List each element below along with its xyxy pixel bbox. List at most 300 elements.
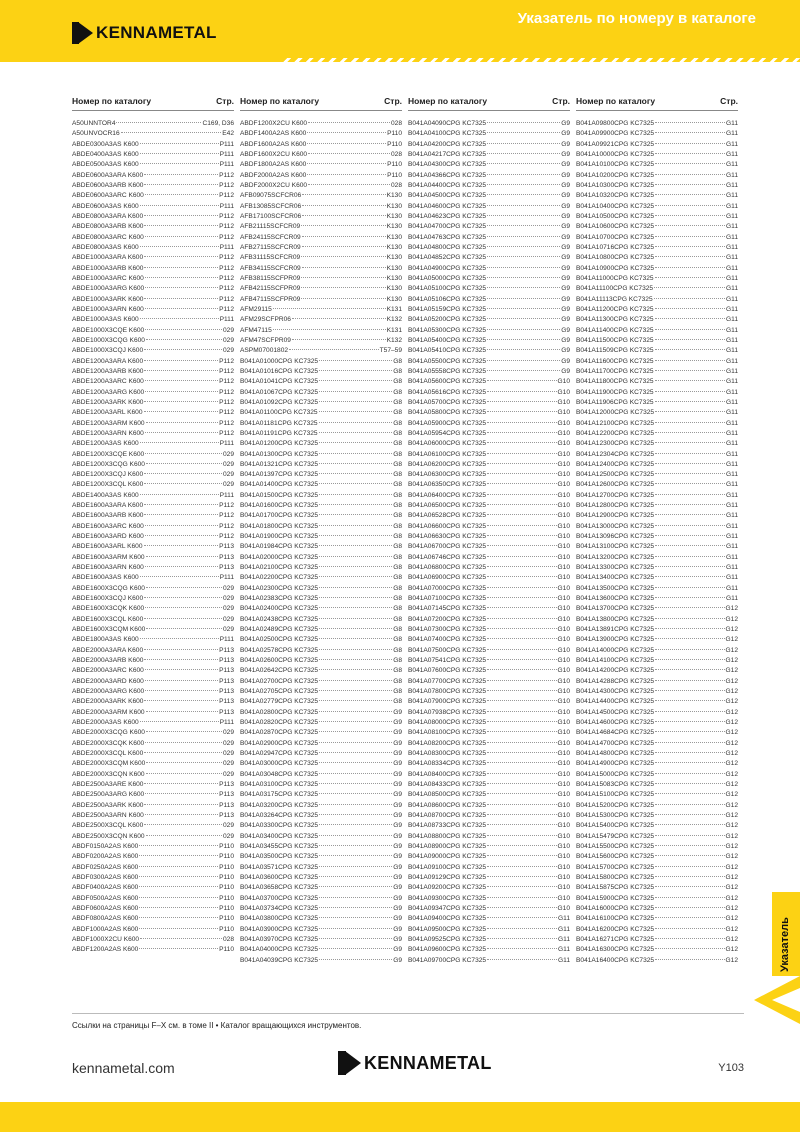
page-reference: E42 (222, 130, 234, 138)
index-row (408, 873, 570, 883)
index-row (72, 780, 234, 790)
dot-leader (146, 339, 222, 340)
catalog-number: B041A02489CPG KC7325 (240, 626, 319, 634)
catalog-number: ABDE1600A3ARB K600 (72, 512, 144, 520)
dot-leader (487, 463, 556, 464)
index-row (240, 873, 402, 883)
index-row (240, 377, 402, 387)
page-reference: G9 (561, 305, 570, 313)
dot-leader (319, 793, 392, 794)
catalog-number: B041A02642CPG KC7325 (240, 667, 319, 675)
dot-leader (655, 205, 725, 206)
header-stripe-pattern (280, 58, 800, 62)
dot-leader (487, 391, 556, 392)
page-reference: G8 (393, 605, 402, 613)
page-reference: P113 (219, 657, 234, 665)
section-side-tab[interactable] (772, 892, 800, 976)
page-reference: G9 (393, 873, 402, 881)
catalog-number: AFB47115SCFPR09 (240, 295, 301, 303)
page-reference: G10 (557, 636, 570, 644)
catalog-number: B041A01016CPG KC7325 (240, 367, 319, 375)
dot-leader (301, 287, 385, 288)
page-reference: G9 (561, 202, 570, 210)
catalog-number: ABDE1000X3CQJ K600 (72, 347, 144, 355)
dot-leader (307, 163, 386, 164)
page-reference: G10 (557, 884, 570, 892)
catalog-number: B041A08334CPG KC7325 (408, 760, 487, 768)
index-row (408, 584, 570, 594)
dot-leader (144, 659, 218, 660)
page-reference: G10 (557, 595, 570, 603)
page-reference: P112 (219, 171, 234, 179)
index-row (72, 821, 234, 831)
page-reference: G9 (393, 904, 402, 912)
index-row (240, 749, 402, 759)
page-reference: G9 (393, 853, 402, 861)
index-row (72, 945, 234, 955)
dot-leader (139, 855, 218, 856)
page-reference: P110 (219, 894, 234, 902)
index-row (408, 212, 570, 222)
catalog-number: B041A02600CPG KC7325 (240, 657, 319, 665)
catalog-number: B041A15600CPG KC7325 (576, 853, 655, 861)
dot-leader (655, 814, 724, 815)
index-row (240, 945, 402, 955)
index-row (240, 284, 402, 294)
index-row (408, 635, 570, 645)
page-reference: G10 (557, 811, 570, 819)
dot-leader (319, 566, 392, 567)
catalog-number: B041A04852CPG KC7325 (408, 254, 487, 262)
index-row (576, 171, 738, 181)
dot-leader (146, 773, 222, 774)
index-row (576, 677, 738, 687)
index-row (72, 480, 234, 490)
index-row (72, 790, 234, 800)
catalog-number: ABDE2000A3ARM K600 (72, 708, 145, 716)
index-row (72, 119, 234, 129)
catalog-number: B041A12700CPG KC7325 (576, 491, 655, 499)
index-row (576, 119, 738, 129)
catalog-number: B041A05616CPG KC7325 (408, 388, 487, 396)
page-reference: G8 (393, 595, 402, 603)
catalog-number: B041A06700CPG KC7325 (408, 543, 487, 551)
page-reference: G9 (561, 120, 570, 127)
page-reference: 029 (222, 605, 234, 613)
catalog-number: B041A14288CPG KC7325 (576, 677, 655, 685)
index-row (408, 739, 570, 749)
catalog-number: B041A12304CPG KC7325 (576, 450, 655, 458)
index-row (72, 604, 234, 614)
catalog-number: B041A13500CPG KC7325 (576, 584, 655, 592)
catalog-number: ABDF0500A2AS K600 (72, 894, 139, 902)
header-logo-text: KENNAMETAL (96, 23, 217, 42)
index-row (408, 470, 570, 480)
index-row (576, 656, 738, 666)
index-row (576, 150, 738, 160)
catalog-number: B041A13600CPG KC7325 (576, 595, 655, 603)
catalog-number: ABDF1800A2AS K600 (240, 161, 307, 169)
catalog-number: B041A06800CPG KC7325 (408, 564, 487, 572)
dot-leader (487, 153, 560, 154)
index-row (240, 708, 402, 718)
index-row (240, 863, 402, 873)
footer-url-link[interactable]: kennametal.com (72, 1060, 175, 1076)
index-row (408, 832, 570, 842)
catalog-number: ABDE2000A3ARK K600 (72, 698, 144, 706)
page-reference: G9 (561, 347, 570, 355)
page-reference: G12 (725, 801, 738, 809)
page-reference: 029 (222, 832, 234, 840)
catalog-number: B041A07200CPG KC7325 (408, 615, 487, 623)
index-row (408, 945, 570, 955)
dot-leader (308, 153, 390, 154)
dot-leader (487, 938, 557, 939)
index-row (72, 563, 234, 573)
catalog-number: ABDF1400A2AS K600 (240, 130, 307, 138)
catalog-number: B041A04900CPG KC7325 (408, 264, 487, 272)
dot-leader (319, 494, 392, 495)
index-row (576, 801, 738, 811)
page-reference: C169, D36 (202, 120, 234, 127)
index-row (240, 852, 402, 862)
catalog-number: ABDE0300A3AS K600 (72, 140, 139, 148)
dot-leader (145, 607, 222, 608)
index-row (240, 450, 402, 460)
page-reference: G11 (726, 336, 738, 344)
index-column (576, 96, 744, 1002)
page-reference: G12 (725, 884, 738, 892)
page-reference: G10 (557, 904, 570, 912)
dot-leader (655, 597, 725, 598)
catalog-number: ABDE1200X3CQJ K600 (72, 471, 144, 479)
column-header-part: Номер по каталогу (408, 96, 488, 106)
footer-logo-text: KENNAMETAL (364, 1052, 492, 1073)
index-row (72, 615, 234, 625)
catalog-number: B041A01500CPG KC7325 (240, 491, 319, 499)
index-row (72, 873, 234, 883)
dot-leader (487, 236, 560, 237)
page-reference: 029 (222, 481, 234, 489)
dot-leader (319, 804, 392, 805)
catalog-number: B041A11000CPG KC7325 (576, 274, 654, 282)
page-reference: G9 (561, 295, 570, 303)
index-row (408, 357, 570, 367)
dot-leader (487, 215, 560, 216)
index-row (576, 615, 738, 625)
index-row (408, 202, 570, 212)
catalog-number: ABDE2000X3CQM K600 (72, 760, 146, 768)
page-reference: 028 (390, 150, 402, 158)
dot-leader (655, 463, 725, 464)
index-row (240, 460, 402, 470)
catalog-number: AFB31115SCFCR09 (240, 254, 301, 262)
page-reference: G9 (393, 946, 402, 954)
catalog-number: B041A07400CPG KC7325 (408, 636, 487, 644)
catalog-number: B041A03900CPG KC7325 (240, 925, 319, 933)
dot-leader (319, 938, 392, 939)
dot-leader (655, 680, 724, 681)
page-reference: K130 (386, 223, 402, 231)
page-reference: P111 (219, 316, 234, 324)
index-row (576, 140, 738, 150)
dot-leader (655, 504, 725, 505)
catalog-number: B041A07500CPG KC7325 (408, 646, 487, 654)
page-reference: G10 (557, 491, 570, 499)
index-row (72, 687, 234, 697)
index-row (72, 749, 234, 759)
index-row (240, 501, 402, 511)
catalog-number: B041A02200CPG KC7325 (240, 574, 319, 582)
catalog-number: ABDE1200A3ARL K600 (72, 409, 143, 417)
dot-leader (140, 576, 219, 577)
catalog-number: B041A04300CPG KC7325 (408, 161, 487, 169)
page-reference: P113 (219, 564, 234, 572)
catalog-number: B041A02947CPG KC7325 (240, 750, 319, 758)
index-row (72, 542, 234, 552)
catalog-number: B041A03734CPG KC7325 (240, 904, 319, 912)
index-row (240, 253, 402, 263)
dot-leader (140, 721, 219, 722)
page-reference: G9 (393, 884, 402, 892)
index-row (408, 563, 570, 573)
dot-leader (487, 349, 560, 350)
dot-leader (302, 236, 386, 237)
dot-leader (308, 122, 390, 123)
catalog-number: ABDF0250A2AS K600 (72, 863, 139, 871)
dot-leader (487, 422, 556, 423)
catalog-number: B041A08900CPG KC7325 (408, 842, 487, 850)
page-reference: G9 (561, 326, 570, 334)
dot-leader (655, 959, 724, 960)
index-row (576, 759, 738, 769)
page-reference: G12 (725, 739, 738, 747)
page-reference: G8 (393, 688, 402, 696)
dot-leader (655, 132, 725, 133)
page-reference: G10 (557, 729, 570, 737)
index-row (576, 470, 738, 480)
dot-leader (139, 948, 218, 949)
column-rows (240, 119, 402, 966)
page-reference: P110 (387, 140, 402, 148)
dot-leader (145, 793, 218, 794)
dot-leader (319, 535, 392, 536)
page-reference: 029 (222, 760, 234, 768)
page-reference: G12 (725, 863, 738, 871)
dot-leader (487, 163, 560, 164)
page-reference: P113 (219, 553, 234, 561)
page-reference: G8 (393, 626, 402, 634)
page-reference: P111 (219, 719, 234, 727)
index-row (576, 233, 738, 243)
catalog-number: B041A13300CPG KC7325 (576, 564, 655, 572)
page-reference: G10 (557, 646, 570, 654)
index-row (576, 212, 738, 222)
index-row (72, 511, 234, 521)
index-row (408, 625, 570, 635)
index-row (240, 677, 402, 687)
page-reference: G8 (393, 667, 402, 675)
page-reference: P110 (219, 946, 234, 954)
catalog-number: AFB38115SCFPR09 (240, 274, 301, 282)
page-reference: G11 (726, 450, 738, 458)
index-row (240, 697, 402, 707)
index-row (408, 336, 570, 346)
dot-leader (487, 628, 556, 629)
index-row (576, 852, 738, 862)
dot-leader (487, 866, 556, 867)
dot-leader (144, 174, 218, 175)
page-reference: K130 (386, 202, 402, 210)
column-header (576, 96, 738, 111)
dot-leader (319, 391, 392, 392)
page-reference: G8 (393, 460, 402, 468)
catalog-number: B041A05106CPG KC7325 (408, 295, 487, 303)
page-reference: P110 (387, 130, 402, 138)
index-row (72, 367, 234, 377)
dot-leader (655, 938, 724, 939)
catalog-number: B041A03500CPG KC7325 (240, 853, 319, 861)
page-reference: G10 (557, 822, 570, 830)
index-row (72, 264, 234, 274)
index-row (240, 160, 402, 170)
catalog-number: ABDE1000X3CQE K600 (72, 326, 145, 334)
dot-leader (144, 256, 218, 257)
index-row (72, 635, 234, 645)
catalog-number: ABDE1000A3ARC K600 (72, 274, 144, 282)
catalog-number: B041A14700CPG KC7325 (576, 739, 655, 747)
catalog-number: B041A05300CPG KC7325 (408, 326, 487, 334)
page-reference: G11 (726, 533, 738, 541)
dot-leader (144, 483, 222, 484)
index-row (576, 511, 738, 521)
page-reference: 028 (390, 120, 402, 127)
page-reference: G12 (725, 832, 738, 840)
catalog-number: B041A10800CPG KC7325 (576, 254, 655, 262)
dot-leader (655, 153, 725, 154)
catalog-number: B041A01067CPG KC7325 (240, 388, 319, 396)
page-reference: G10 (557, 388, 570, 396)
catalog-number: B041A04090CPG KC7325 (408, 120, 487, 127)
page-reference: G11 (726, 316, 738, 324)
index-row (576, 925, 738, 935)
page-reference: G12 (725, 729, 738, 737)
index-row (240, 584, 402, 594)
page-reference: P110 (219, 873, 234, 881)
dot-leader (487, 835, 556, 836)
catalog-number: B041A03400CPG KC7325 (240, 832, 319, 840)
page-reference: G8 (393, 357, 402, 365)
catalog-number: ASPM07001802 (240, 347, 289, 355)
index-row (576, 770, 738, 780)
page-reference: G9 (561, 192, 570, 200)
catalog-number: B041A06300CPG KC7325 (408, 471, 487, 479)
dot-leader (487, 814, 556, 815)
dot-leader (655, 215, 725, 216)
catalog-number: B041A05600CPG KC7325 (408, 378, 487, 386)
catalog-number: AFB09075SCFCR06 (240, 192, 302, 200)
catalog-number: B041A04600CPG KC7325 (408, 202, 487, 210)
catalog-number: B041A01100CPG KC7325 (240, 409, 318, 417)
chevron-left-icon (754, 976, 800, 1024)
index-row (408, 553, 570, 563)
page-reference: G11 (726, 553, 738, 561)
dot-leader (140, 246, 219, 247)
dot-leader (487, 184, 560, 185)
dot-leader (144, 700, 218, 701)
page-reference: G11 (726, 378, 738, 386)
index-row (408, 894, 570, 904)
index-row (408, 315, 570, 325)
dot-leader (145, 742, 222, 743)
dot-leader (487, 752, 556, 753)
index-row (408, 284, 570, 294)
page-reference: T57–59 (379, 347, 402, 355)
catalog-number: B041A02900CPG KC7325 (240, 739, 319, 747)
catalog-number: B041A07700CPG KC7325 (408, 677, 487, 685)
page-reference: G9 (561, 336, 570, 344)
dot-leader (319, 504, 392, 505)
dot-leader (145, 277, 218, 278)
page-reference: G9 (393, 811, 402, 819)
kennametal-k-icon (338, 1051, 362, 1075)
index-row (240, 956, 402, 966)
column-header-part: Номер по каталогу (240, 96, 320, 106)
page-reference: G11 (726, 223, 738, 231)
dot-leader (139, 876, 218, 877)
page-reference: 029 (222, 460, 234, 468)
catalog-number: B041A04200CPG KC7325 (408, 140, 487, 148)
page-reference: P112 (219, 233, 234, 241)
page-reference: G10 (557, 605, 570, 613)
catalog-number: ABDE2000A3ARC K600 (72, 667, 144, 675)
index-row (576, 388, 738, 398)
catalog-number: ABDF1000A2AS K600 (72, 925, 139, 933)
index-row (240, 202, 402, 212)
dot-leader (289, 349, 379, 350)
dot-leader (144, 514, 218, 515)
page-reference: 029 (222, 347, 234, 355)
catalog-number: B041A05900CPG KC7325 (408, 419, 487, 427)
dot-leader (655, 587, 725, 588)
catalog-number: B041A07300CPG KC7325 (408, 626, 487, 634)
catalog-number: AFM29115 (240, 305, 272, 313)
dot-leader (487, 256, 560, 257)
page-reference: K131 (386, 326, 402, 334)
catalog-number: B041A02820CPG KC7325 (240, 719, 319, 727)
index-column (408, 96, 576, 1002)
page-reference: G11 (726, 491, 738, 499)
catalog-number: ABDE2000A3ARA K600 (72, 646, 144, 654)
index-row (408, 615, 570, 625)
catalog-number: ABDE1600X3CQL K600 (72, 615, 144, 623)
page-reference: 029 (222, 615, 234, 623)
dot-leader (144, 597, 222, 598)
dot-leader (301, 298, 385, 299)
page-reference: G8 (393, 471, 402, 479)
catalog-number: B041A03175CPG KC7325 (240, 791, 319, 799)
index-row (576, 821, 738, 831)
page-reference: G9 (561, 367, 570, 375)
dot-leader (655, 897, 724, 898)
page-reference: P112 (219, 388, 234, 396)
dot-leader (655, 907, 724, 908)
page-reference: G12 (725, 698, 738, 706)
page-reference: P111 (219, 243, 234, 251)
catalog-number: B041A08733CPG KC7325 (408, 822, 487, 830)
index-row (72, 894, 234, 904)
index-row (408, 264, 570, 274)
